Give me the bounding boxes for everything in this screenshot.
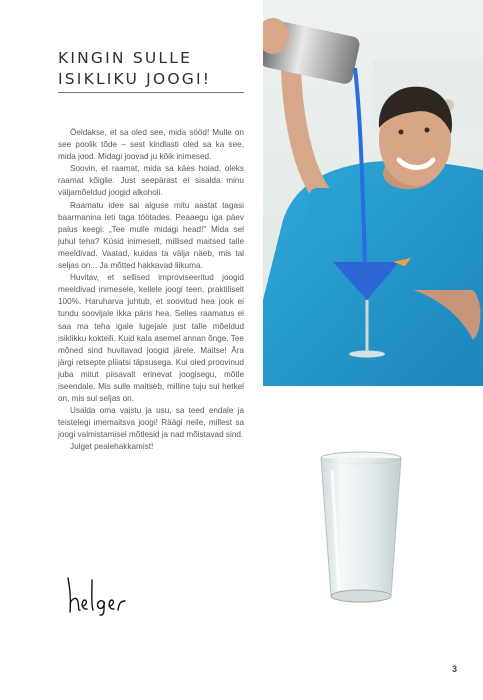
bartender-pouring-cocktail-icon xyxy=(263,0,483,386)
paragraph: Huvitav, et sellised improviseeritud joogid meeldivad inimesele, kellele joogi teen, praktiliselt 100%. Haruharva juhtub, et soovitud hea jook ei tundu soovijale ikka päris hea. Selles raamatus ei saa ma teha igale lugejale just talle mõeldud isiklikku kokteili. Kuid kala asemel annan õnge. Tee mõned sind huvitavad joogid järele. Maitse! Ära järgi retsepte pliiatsi täpsusega. Kui oled proovinud juba mitut piisavalt erinevat joogisegu, mõtle iseendale. Mis sulle maitseb, milline tuju sul hetkel on, mis sul seljas on. xyxy=(58,273,244,404)
title-divider xyxy=(58,92,244,93)
paragraph: Raamatu idee sai alguse mitu aastat tagasi baarmanina leti taga töötades. Peaaegu iga päev palus keegi: „Tee mulle midagi head!" Mida sel juhul teha? Küsid inimeselt, millised maitsed talle meeldivad. Vaatad, kuidas ta välja näeb, mis tal seljas on... Ja mõtted hakkavad liikuma. xyxy=(58,200,244,271)
author-signature xyxy=(62,574,142,616)
bartender-photo xyxy=(263,0,483,386)
page-number: 3 xyxy=(452,664,458,674)
intro-text xyxy=(58,127,244,454)
title-line-2: ISIKLIKU JOOGI! xyxy=(58,70,212,88)
title-line-1: KINGIN SULLE xyxy=(58,49,193,67)
closing-line: Julget pealehakkamist! xyxy=(70,442,154,452)
paragraph: Öeldakse, et sa oled see, mida sööd! Mulle on see poolik tõde – sest kindlasti oled sa ka see, mida jood. Midagi joovad ju kõik inimesed. xyxy=(58,128,244,162)
page-title xyxy=(58,48,243,90)
paragraph: Usalda oma vaistu ja usu, sa teed endale ja teistelegi imemaitsva joogi! Räägi neile, millest sa joogi valmistamisel mõtlesid ja nad mõistavad sind. xyxy=(58,406,244,440)
empty-highball-glass-icon xyxy=(318,450,404,610)
paragraph: Soovin, et raamat, mida sa käes hoiad, oleks raamat kõigile. Just seepärast ei sisalda minu väljamõeldud joogid alkoholi. xyxy=(58,164,244,198)
